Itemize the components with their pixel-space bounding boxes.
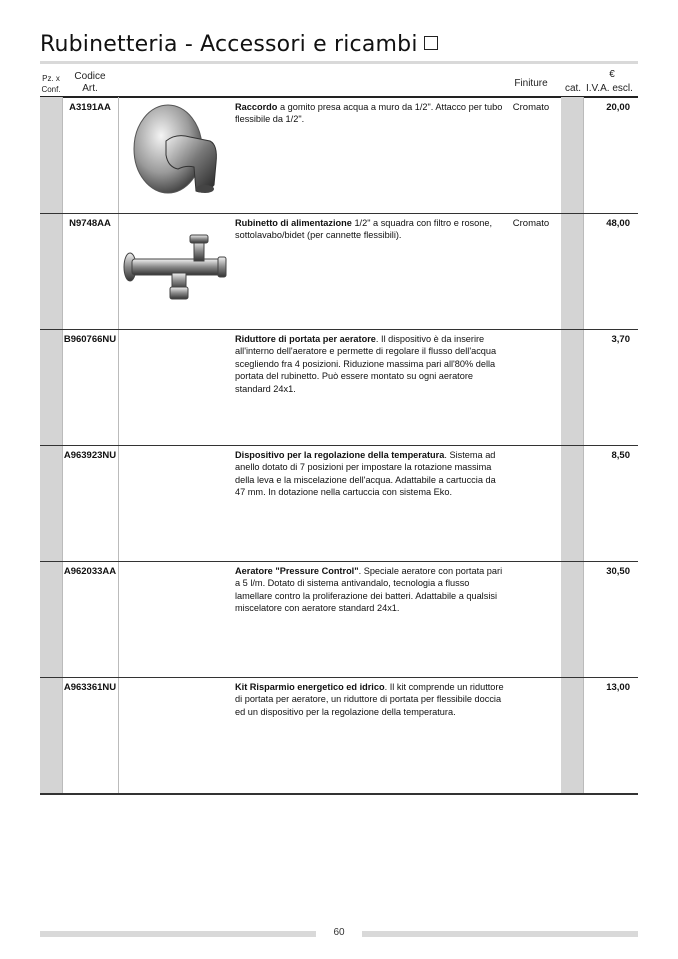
header-codice: Codice Art. xyxy=(74,71,106,94)
footer-bar-right xyxy=(362,931,638,937)
header-pz: Pz. x Conf. xyxy=(41,74,61,94)
article-description: Rubinetto di alimentazione 1/2" a squadra con filtro e rosone, sottolavabo/bidet (per cannette flessibili). xyxy=(235,218,493,241)
article-price: 8,50 xyxy=(611,450,630,461)
article-price: 48,00 xyxy=(606,218,630,229)
page-number: 60 xyxy=(333,927,345,938)
article-code: A962033AA xyxy=(63,566,117,577)
article-finish: Cromato xyxy=(512,218,550,229)
header-finiture: Finiture xyxy=(514,78,548,89)
article-code: A3191AA xyxy=(69,102,111,113)
article-code: A963923NU xyxy=(63,450,117,461)
footer-bar-left xyxy=(40,931,316,937)
table-bottom-divider xyxy=(40,793,638,795)
angle-valve-icon xyxy=(122,233,228,303)
article-price: 20,00 xyxy=(606,102,630,113)
article-finish: Cromato xyxy=(512,102,550,113)
article-description: Riduttore di portata per aeratore. Il dispositivo è da inserire all'interno dell'aeratore e permette di regolare il flusso dell'acqua scegliendo fra 4 posizioni. Riduzione massima pari all'80% della portata del rubinetto. Può essere montato su ogni aeratore standard 24x1. xyxy=(235,334,497,394)
article-price: 30,50 xyxy=(606,566,630,577)
article-description: Raccordo a gomito presa acqua a muro da 1/2". Attacco per tubo flessibile da 1/2". xyxy=(235,102,503,125)
article-description: Aeratore "Pressure Control". Speciale aeratore con portata pari a 5 l/m. Dotato di sistema antivandalo, tecnologia a flusso lamellare contro la proliferazione dei batteri. Adattabile a qualsisi miscelatore con aeratore standard 24x1. xyxy=(235,566,503,614)
wall-elbow-fitting-icon xyxy=(126,103,224,201)
article-description: Kit Risparmio energetico ed idrico. Il kit comprende un riduttore di portata per aeratore, un riduttore di portata per flessibile doccia ed un dispositivo per la regolazione della temperatura. xyxy=(235,682,504,717)
article-code: A963361NU xyxy=(63,682,117,693)
header-divider xyxy=(40,96,638,98)
header-price: € cat. I.V.A. escl. xyxy=(564,69,633,94)
page-title: Rubinetteria - Accessori e ricambi xyxy=(40,32,438,57)
checkbox-square-icon xyxy=(424,36,438,50)
article-price: 13,00 xyxy=(606,682,630,693)
article-code: B960766NU xyxy=(63,334,117,345)
title-divider xyxy=(40,61,638,64)
article-code: N9748AA xyxy=(69,218,111,229)
article-price: 3,70 xyxy=(611,334,630,345)
article-description: Dispositivo per la regolazione della temperatura. Sistema ad anello dotato di 7 posizioni per impostare la rotazione massima della leva e la miscelazione dell'acqua. Adattabile a cartuccia da 47 mm. In dotazione nella cartuccia con sistema Eko. xyxy=(235,450,496,498)
